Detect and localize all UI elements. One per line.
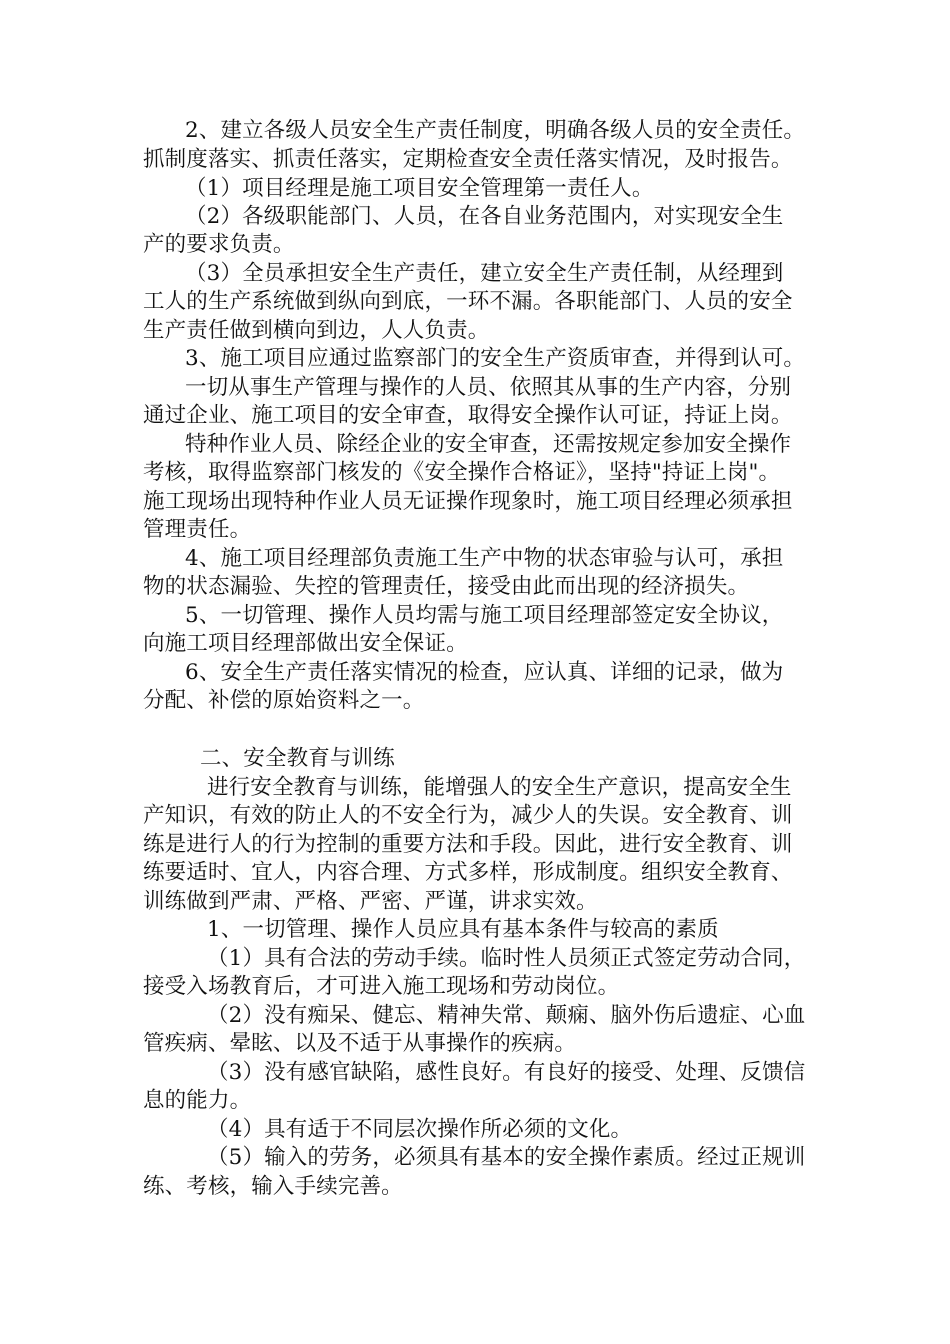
text-line: 进行安全教育与训练，能增强人的安全生产意识，提高安全生 xyxy=(207,775,792,800)
section-heading: 二、安全教育与训练 xyxy=(200,746,395,771)
text-line: 生产责任做到横向到边，人人负责。 xyxy=(143,318,490,343)
text-line: （1）项目经理是施工项目安全管理第一责任人。 xyxy=(185,176,654,201)
text-line: 1、一切管理、操作人员应具有基本条件与较高的素质 xyxy=(207,917,719,942)
text-line: 物的状态漏验、失控的管理责任，接受由此而出现的经济损失。 xyxy=(143,574,750,599)
text-line: 练、考核，输入手续完善。 xyxy=(143,1174,403,1199)
text-line: 6、安全生产责任落实情况的检查，应认真、详细的记录，做为 xyxy=(185,660,784,685)
text-line: 管理责任。 xyxy=(143,517,252,542)
text-line: 3、施工项目应通过监察部门的安全生产资质审查，并得到认可。 xyxy=(185,346,806,371)
text-line: 息的能力。 xyxy=(143,1088,252,1113)
text-line: 产的要求负责。 xyxy=(143,232,295,257)
text-line: 施工现场出现特种作业人员无证操作现象时，施工项目经理必须承担 xyxy=(143,489,793,514)
text-line: 管疾病、晕眩、以及不适于从事操作的疾病。 xyxy=(143,1031,577,1056)
text-line: （3）没有感官缺陷，感性良好。有良好的接受、处理、反馈信 xyxy=(207,1060,806,1085)
text-line: 接受入场教育后，才可进入施工现场和劳动岗位。 xyxy=(143,974,620,999)
text-line: 5、一切管理、操作人员均需与施工项目经理部签定安全协议， xyxy=(185,603,784,628)
text-line: 练要适时、宜人，内容合理、方式多样，形成制度。组织安全教育、 xyxy=(143,860,793,885)
text-line: 训练做到严肃、严格、严密、严谨，讲求实效。 xyxy=(143,889,598,914)
text-line: 通过企业、施工项目的安全审查，取得安全操作认可证，持证上岗。 xyxy=(143,403,793,428)
text-line: 练是进行人的行为控制的重要方法和手段。因此，进行安全教育、训 xyxy=(143,832,793,857)
text-line: 抓制度落实、抓责任落实，定期检查安全责任落实情况，及时报告。 xyxy=(143,147,793,172)
text-line: （4）具有适于不同层次操作所必须的文化。 xyxy=(207,1117,633,1142)
text-line: 工人的生产系统做到纵向到底，一环不漏。各职能部门、人员的安全 xyxy=(143,289,793,314)
text-line: 2、建立各级人员安全生产责任制度，明确各级人员的安全责任。 xyxy=(185,118,806,143)
text-line: （3）全员承担安全生产责任，建立安全生产责任制，从经理到 xyxy=(185,261,784,286)
text-line: 向施工项目经理部做出安全保证。 xyxy=(143,631,468,656)
text-line: （1）具有合法的劳动手续。临时性人员须正式签定劳动合同， xyxy=(207,946,806,971)
text-line: （2）各级职能部门、人员，在各自业务范围内，对实现安全生 xyxy=(185,204,784,229)
text-line: 一切从事生产管理与操作的人员、依照其从事的生产内容，分别 xyxy=(185,375,792,400)
text-line: 产知识，有效的防止人的不安全行为，减少人的失误。安全教育、训 xyxy=(143,803,793,828)
text-line: 考核，取得监察部门核发的《安全操作合格证》，坚持"持证上岗"。 xyxy=(143,460,781,485)
text-line: 分配、补偿的原始资料之一。 xyxy=(143,688,425,713)
text-line: （5）输入的劳务，必须具有基本的安全操作素质。经过正规训 xyxy=(207,1145,806,1170)
text-line: （2）没有痴呆、健忘、精神失常、颠痫、脑外伤后遗症、心血 xyxy=(207,1003,806,1028)
text-line: 4、施工项目经理部负责施工生产中物的状态审验与认可，承担 xyxy=(185,546,784,571)
text-line: 特种作业人员、除经企业的安全审查，还需按规定参加安全操作 xyxy=(185,432,792,457)
